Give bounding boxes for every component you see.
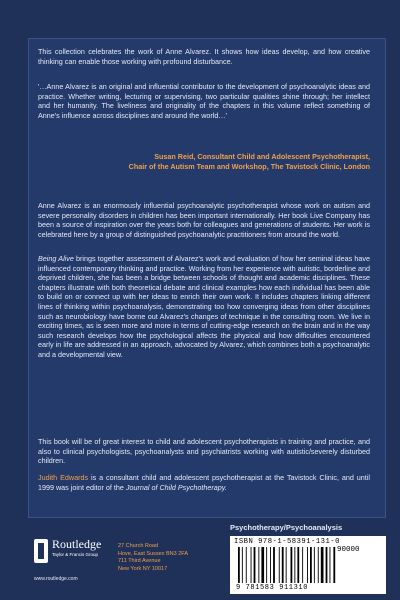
barcode-bar <box>286 547 287 583</box>
book-description-paragraph <box>38 254 370 360</box>
barcode-bar <box>330 547 331 583</box>
barcode <box>238 547 378 583</box>
publisher-logo <box>34 533 110 571</box>
book-description-text: brings together assessment of Alvarez's work and evaluation of how her seminal ideas have influenced contemporary thinking and practice. Working from her experience with autistic, borderline and deprived children, she has been a bridge between schools of thought and academic disciplines. These chapters illustrate with both theoretical debate and clinical examples how each individual has been able to build on or connect up with her ideas to enrich their own work. It includes chapters linking different lines of thinking within psychoanalysis, demonstrating too how converging ideas from other disciplines such as neurobiology have borne out Alvarez's changes of technique in the consulting room. We live in exciting times, as is seen more and more in terms of cutting-edge research on the brain and in the way such research develops how the psychological affects the physical and how difficulties encountered early in life are addressed in an approach, advocated by Alvarez, which combines both a psychoanalytic and a developmental view. <box>38 254 370 359</box>
audience-paragraph: This book will be of great interest to child and adolescent psychotherapists in training and practice, and also to clinical psychologists, psychoanalysts and psychiatrists working with autistic/severely disturbed children. <box>38 437 370 466</box>
barcode-bar <box>321 547 324 583</box>
barcode-bar <box>242 547 243 583</box>
endorsement-author-role: Chair of the Autism Team and Workshop, The Tavistock Clinic, London <box>128 161 370 171</box>
barcode-bar <box>302 547 303 583</box>
endorsement-author-name: Susan Reid, Consultant Child and Adolescent Psychotherapist, <box>154 152 370 161</box>
barcode-bar <box>238 547 240 583</box>
subject-bio-paragraph: Anne Alvarez is an enormously influential psychoanalytic psychotherapist whose work on autism and severe personality disorders in children has been important internationally. Her book Live Company has been a source of inspiration over the years both for colleagues and generations of students. Her work is celebrated here by a group of distinguished psychoanalytic practitioners from around the world. <box>38 201 370 239</box>
editor-name: Judith Edwards <box>38 473 89 482</box>
journal-title: Journal of Child Psychotherapy. <box>125 482 227 492</box>
editor-bio-text: is a consultant child and adolescent psychotherapist at the Tavistock Clinic, and until 1999 was joint editor of the <box>38 473 370 492</box>
barcode-bar <box>270 547 271 583</box>
barcode-bar <box>333 547 335 583</box>
barcode-bar <box>318 547 319 583</box>
barcode-number: 9 781583 911310 <box>236 584 309 592</box>
barcode-bar <box>266 547 267 583</box>
book-title-italic: Being Alive <box>38 254 74 263</box>
routledge-icon <box>34 539 48 563</box>
barcode-bar <box>279 547 280 583</box>
barcode-bar <box>294 547 295 583</box>
endorsement-author <box>38 152 370 171</box>
barcode-bar <box>310 547 312 583</box>
publisher-group: Taylor & Francis Group <box>52 552 99 557</box>
price-code: 90000 <box>337 546 360 554</box>
barcode-bar <box>273 547 275 583</box>
barcode-bar <box>326 547 328 583</box>
barcode-bar <box>291 547 293 583</box>
barcode-bar <box>246 547 247 583</box>
endorsement-quote: '…Anne Alvarez is an original and influential contributor to the development of psychoanalytic ideas and practice. Whether writing, lecturing or supervising, two particular qualities shine through; her intellect and her humanity. The liveliness and originality of the chapters in this volume reflect something of Anne's influence across disciplines and around the world…' <box>38 82 370 120</box>
editor-bio <box>38 473 370 492</box>
barcode-bar <box>307 547 308 583</box>
barcode-bar <box>251 547 252 583</box>
publisher-url: www.routledge.com <box>34 576 78 582</box>
barcode-bar <box>261 547 264 583</box>
publisher-name: Routledge <box>52 537 102 551</box>
barcode-bar <box>258 547 259 583</box>
barcode-bar <box>314 547 315 583</box>
intro-paragraph: This collection celebrates the work of Anne Alvarez. It shows how ideas develop, and how creative thinking can enable those working with profound disturbance. <box>38 47 370 66</box>
isbn-text: ISBN 978-1-58391-131-0 <box>234 538 340 546</box>
publisher-address: 27 Church Road Hove, East Sussex BN3 2FA 711 Third Avenue New York NY 10017 <box>118 543 189 572</box>
barcode-bar <box>282 547 284 583</box>
barcode-bar <box>254 547 256 583</box>
category-label: Psychotherapy/Psychoanalysis <box>230 521 386 535</box>
barcode-bar <box>297 547 299 583</box>
